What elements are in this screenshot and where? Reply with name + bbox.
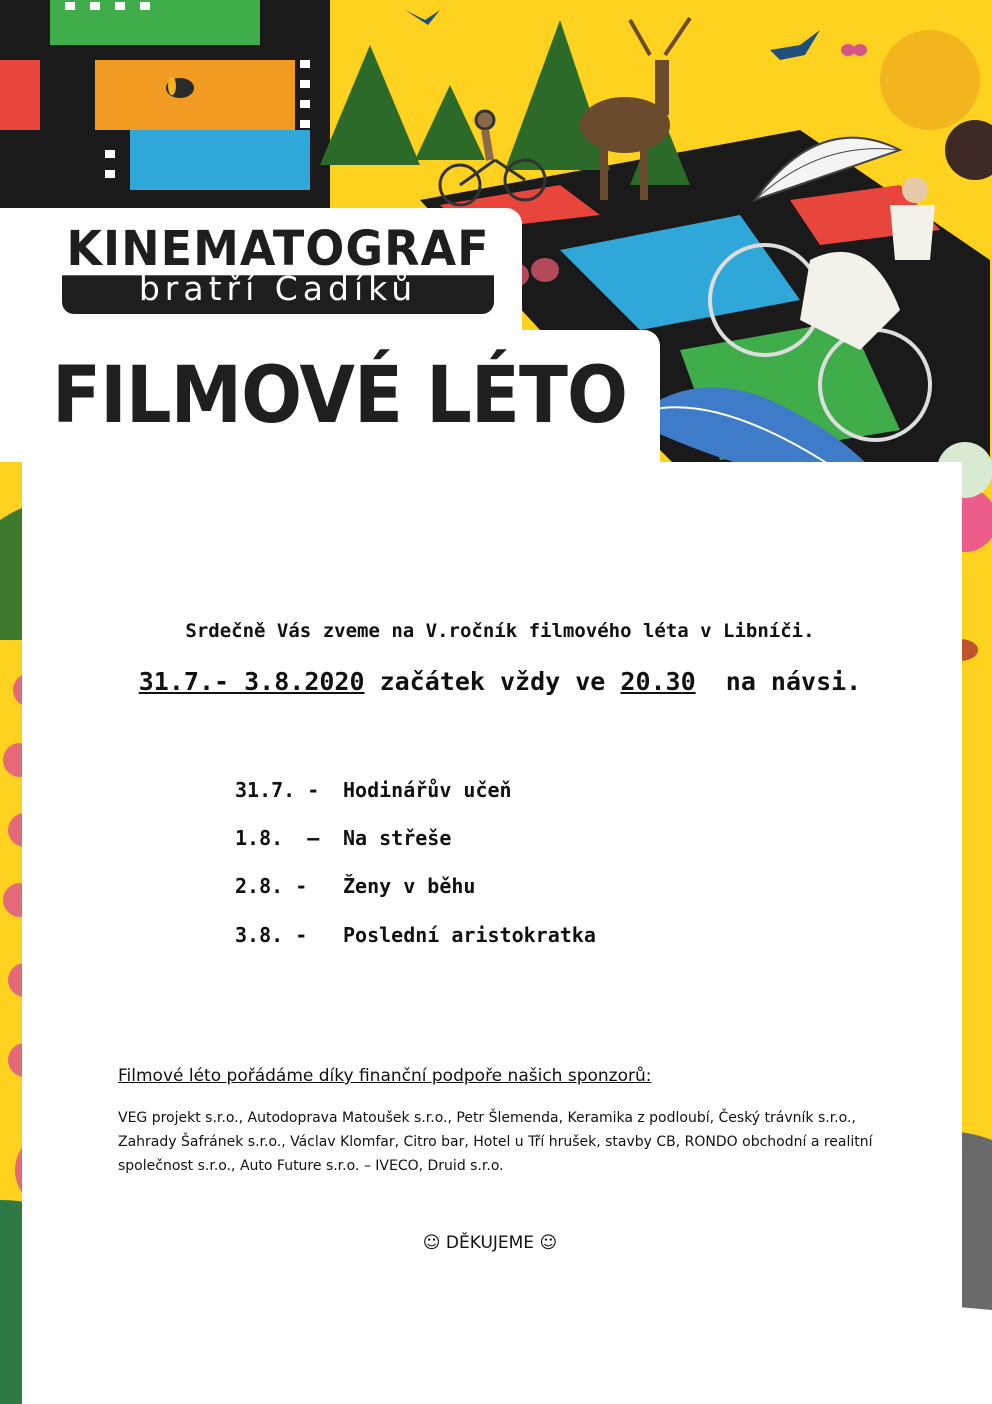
start-time: 20.30 bbox=[620, 667, 696, 696]
start-label: začátek vždy ve bbox=[364, 667, 621, 696]
program-date: 3.8. - bbox=[235, 923, 308, 947]
program-title: Ženy v běhu bbox=[343, 874, 476, 898]
program-date: 2.8. - bbox=[235, 874, 308, 898]
program-item bbox=[235, 778, 512, 802]
program-date: 1.8. – bbox=[235, 826, 320, 850]
program-item bbox=[235, 826, 451, 850]
dates-line bbox=[60, 667, 940, 696]
program-item bbox=[235, 923, 596, 947]
program-item bbox=[235, 874, 475, 898]
program-title: Poslední aristokratka bbox=[343, 923, 596, 947]
program-title: Na střeše bbox=[343, 826, 452, 850]
program-title: Hodinářův učeň bbox=[343, 778, 512, 802]
page-title: FILMOVÉ LÉTO bbox=[52, 351, 628, 441]
program-date: 31.7. - bbox=[235, 778, 320, 802]
sponsors-list: VEG projekt s.r.o., Autodoprava Matoušek s.r.o., Petr Šlemenda, Keramika z podloubí, Český trávník s.r.o., Zahrady Šafránek s.r.o., Václav Klomfar, Citro bar, Hotel u Tří hrušek, stavby CB, RONDO obchodní a realitní společnost s.r.o., Auto Future s.r.o. – IVECO, Druid s.r.o. bbox=[118, 1110, 873, 1174]
bird-illustration bbox=[405, 10, 820, 60]
sponsors-heading: Filmové léto pořádáme díky finanční podpoře našich sponzorů: bbox=[118, 1066, 652, 1086]
thanks-text: ☺ DĚKUJEME ☺ bbox=[422, 1233, 558, 1253]
logo-main-text: KINEMATOGRAF bbox=[58, 221, 498, 276]
logo-sub-text: bratří Čadíků bbox=[138, 269, 418, 308]
event-dates: 31.7.- 3.8.2020 bbox=[138, 667, 365, 696]
invitation-text: Srdečně Vás zveme na V.ročník filmového léta v Libníči. bbox=[185, 620, 815, 642]
event-place: na návsi. bbox=[695, 667, 862, 696]
